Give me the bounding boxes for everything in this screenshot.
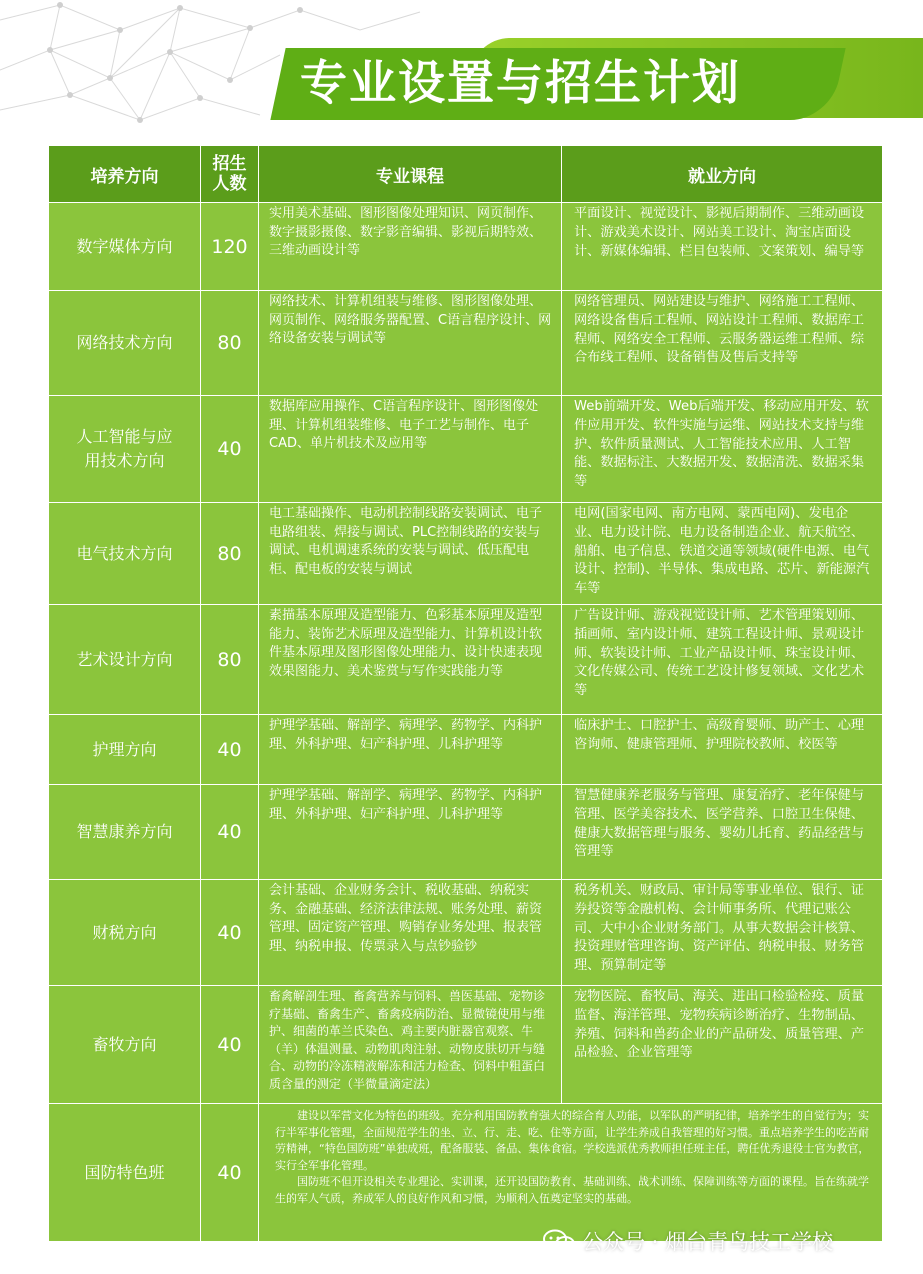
table-row bbox=[49, 203, 883, 291]
page-title: 专业设置与招生计划 bbox=[300, 56, 741, 111]
count-cell: 120 bbox=[201, 203, 259, 291]
table-row bbox=[49, 605, 883, 715]
jobs-cell: Web前端开发、Web后端开发、移动应用开发、软件应用开发、软件实施与运维、网站技术支持与维护、软件质量测试、人工智能技术应用、人工智能、数据标注、大数据开发、数据清洗、数据采集等 bbox=[562, 396, 883, 503]
column-header-count-label: 招生人数 bbox=[212, 154, 247, 194]
defense-paragraph-1: 建设以军营文化为特色的班级。充分利用国防教育强大的综合育人功能，以军队的严明纪律，培养学生的自觉行为；实行半军事化管理，全面规范学生的坐、立、行、走、吃、住等方面，让学生养成自我管理的好习惯。重点培养学生的吃苦耐劳精神，“特色国防班”单独成班，配备服装、备品、集体食宿。学校选派优秀教师担任班主任，聘任优秀退役士官为教官，实行全军事化管理。 bbox=[275, 1109, 870, 1172]
column-header-direction: 培养方向 bbox=[49, 146, 201, 203]
table-header-row bbox=[49, 146, 883, 203]
direction-cell: 财税方向 bbox=[49, 880, 201, 986]
courses-cell: 网络技术、计算机组装与维修、图形图像处理、网页制作、网络服务器配置、C语言程序设计、网络设备安装与调试等 bbox=[259, 291, 562, 396]
table-row bbox=[49, 785, 883, 880]
jobs-cell: 临床护士、口腔护士、高级育婴师、助产士、心理咨询师、健康管理师、护理院校教师、校医等 bbox=[562, 715, 883, 785]
table-row bbox=[49, 715, 883, 785]
count-cell: 80 bbox=[201, 503, 259, 605]
count-cell: 40 bbox=[201, 785, 259, 880]
count-cell: 80 bbox=[201, 291, 259, 396]
table-row bbox=[49, 291, 883, 396]
jobs-cell: 广告设计师、游戏视觉设计师、艺术管理策划师、插画师、室内设计师、建筑工程设计师、景观设计师、软装设计师、工业产品设计师、珠宝设计师、文化传媒公司、传统工艺设计修复领域、文化艺术等 bbox=[562, 605, 883, 715]
column-header-jobs: 就业方向 bbox=[562, 146, 883, 203]
table-row bbox=[49, 986, 883, 1104]
jobs-cell: 电网(国家电网、南方电网、蒙西电网)、发电企业、电力设计院、电力设备制造企业、航天航空、船舶、电子信息、铁道交通等领域(硬件电源、电气设计、控制)、半导体、集成电路、芯片、新能源汽车等 bbox=[562, 503, 883, 605]
jobs-cell: 宠物医院、畜牧局、海关、进出口检验检疫、质量监督、海洋管理、宠物疾病诊断治疗、生物制品、养殖、饲料和兽药企业的产品研发、质量管理、产品检验、企业管理等 bbox=[562, 986, 883, 1104]
watermark-text: 公众号 · 烟台青鸟技工学校 bbox=[582, 1230, 834, 1254]
jobs-cell: 税务机关、财政局、审计局等事业单位、银行、证券投资等金融机构、会计师事务所、代理记账公司、大中小企业财务部门。从事大数据会计核算、投资理财管理咨询、资产评估、纳税申报、财务管理、预算制定等 bbox=[562, 880, 883, 986]
program-table-container bbox=[48, 145, 882, 1245]
direction-cell: 艺术设计方向 bbox=[49, 605, 201, 715]
count-cell: 40 bbox=[201, 986, 259, 1104]
courses-cell: 实用美术基础、图形图像处理知识、网页制作、数字摄影摄像、数字影音编辑、影视后期特效、三维动画设计等 bbox=[259, 203, 562, 291]
count-cell: 40 bbox=[201, 880, 259, 986]
courses-cell: 护理学基础、解剖学、病理学、药物学、内科护理、外科护理、妇产科护理、儿科护理等 bbox=[259, 715, 562, 785]
count-cell: 80 bbox=[201, 605, 259, 715]
courses-cell: 会计基础、企业财务会计、税收基础、纳税实务、金融基础、经济法律法规、账务处理、薪资管理、固定资产管理、购销存业务处理、报表管理、纳税申报、传票录入与点钞验钞 bbox=[259, 880, 562, 986]
direction-cell: 国防特色班 bbox=[49, 1104, 201, 1242]
table-row bbox=[49, 503, 883, 605]
count-cell: 40 bbox=[201, 1104, 259, 1242]
wechat-icon bbox=[542, 1229, 576, 1253]
direction-cell: 智慧康养方向 bbox=[49, 785, 201, 880]
table-row-defense bbox=[49, 1104, 883, 1242]
jobs-cell: 平面设计、视觉设计、影视后期制作、三维动画设计、游戏美术设计、网站美工设计、淘宝店面设计、新媒体编辑、栏目包装师、文案策划、编导等 bbox=[562, 203, 883, 291]
courses-cell: 数据库应用操作、C语言程序设计、图形图像处理、计算机组装维修、电子工艺与制作、电子CAD、单片机技术及应用等 bbox=[259, 396, 562, 503]
table-row bbox=[49, 396, 883, 503]
wechat-watermark bbox=[542, 1226, 833, 1256]
count-cell: 40 bbox=[201, 715, 259, 785]
column-header-courses: 专业课程 bbox=[259, 146, 562, 203]
direction-cell: 护理方向 bbox=[49, 715, 201, 785]
courses-cell: 素描基本原理及造型能力、色彩基本原理及造型能力、装饰艺术原理及造型能力、计算机设计软件基本原理及图形图像处理能力、设计快速表现效果图能力、美术鉴赏与写作实践能力等 bbox=[259, 605, 562, 715]
defense-paragraph-2: 国防班不但开设相关专业理论、实训课，还开设国防教育、基础训练、战术训练、保障训练等方面的课程。旨在练就学生的军人气质，养成军人的良好作风和习惯，为顺利入伍奠定坚实的基础。 bbox=[275, 1175, 869, 1205]
count-cell: 40 bbox=[201, 396, 259, 503]
courses-cell: 护理学基础、解剖学、病理学、药物学、内科护理、外科护理、妇产科护理、儿科护理等 bbox=[259, 785, 562, 880]
jobs-cell: 网络管理员、网站建设与维护、网络施工工程师、网络设备售后工程师、网站设计工程师、数据库工程师、网络安全工程师、云服务器运维工程师、综合布线工程师、设备销售及售后支持等 bbox=[562, 291, 883, 396]
column-header-count bbox=[201, 146, 259, 203]
table-row bbox=[49, 880, 883, 986]
program-table bbox=[48, 145, 883, 1242]
direction-cell: 畜牧方向 bbox=[49, 986, 201, 1104]
jobs-cell: 智慧健康养老服务与管理、康复治疗、老年保健与管理、医学美容技术、医学营养、口腔卫生保健、健康大数据管理与服务、婴幼儿托育、药品经营与管理等 bbox=[562, 785, 883, 880]
direction-cell: 网络技术方向 bbox=[49, 291, 201, 396]
courses-cell: 畜禽解剖生理、畜禽营养与饲料、兽医基础、宠物诊疗基础、畜禽生产、畜禽疫病防治、显微镜使用与维护、细菌的革兰氏染色、鸡主要内脏器官观察、牛（羊）体温测量、动物肌肉注射、动物皮肤切开与缝合、动物的冷冻精液解冻和活力检查、饲料中粗蛋白质含量的测定（半微量滴定法） bbox=[259, 986, 562, 1104]
defense-class-description bbox=[259, 1104, 883, 1242]
direction-cell: 数字媒体方向 bbox=[49, 203, 201, 291]
direction-cell: 人工智能与应用技术方向 bbox=[49, 396, 201, 503]
direction-cell: 电气技术方向 bbox=[49, 503, 201, 605]
courses-cell: 电工基础操作、电动机控制线路安装调试、电子电路组装、焊接与调试、PLC控制线路的安装与调试、电机调速系统的安装与调试、低压配电柜、配电板的安装与调试 bbox=[259, 503, 562, 605]
